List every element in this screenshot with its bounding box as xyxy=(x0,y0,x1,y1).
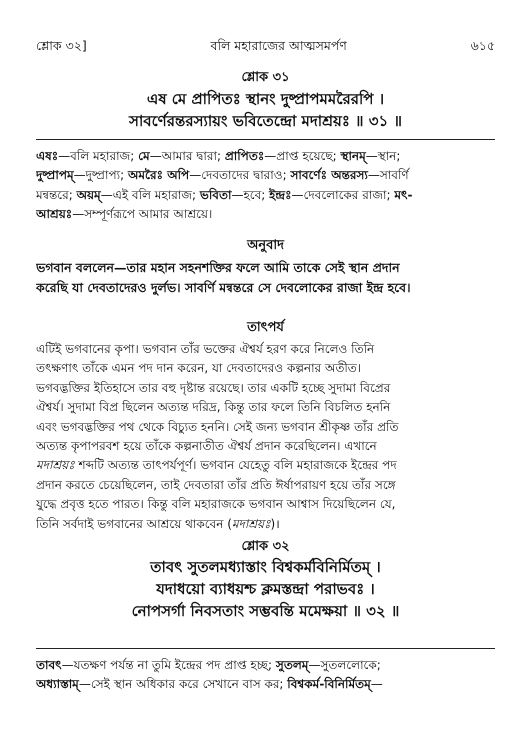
term: সাবর্ণেঃ অন্তরস্য xyxy=(290,168,368,183)
term: বিশ্বকর্ম-বিনির্মিতম্ xyxy=(287,677,371,692)
divider xyxy=(36,139,495,140)
text-line xyxy=(36,656,495,675)
text-segment: —সুতললোকে; xyxy=(308,658,381,672)
text-segment: —স্থান; xyxy=(365,149,401,163)
text-line xyxy=(36,379,495,398)
term: অমরৈঃ অপি xyxy=(127,168,190,183)
text-segment: —এই বলি মহারাজ; xyxy=(100,187,200,202)
verse-32-text xyxy=(36,556,495,622)
text-line xyxy=(36,675,495,694)
verse-32-label: শ্লোক ৩২ xyxy=(241,539,290,554)
text-segment: —হবে; xyxy=(231,187,270,202)
verse-32-line: নোপসর্গা নিবসতাং সম্ভবন্তি মমেক্ষয়া ॥ ৩২ ॥ xyxy=(131,602,400,620)
text-segment: তৎক্ষণাৎ তাঁকে এমন পদ দান করেন, যা দেবতাদেরও কল্পনার অতীত। xyxy=(36,361,362,376)
text-segment: অত্যন্ত কৃপাপরবশ হয়ে তাঁকে কল্পনাতীত ঐশ্বর্য প্রদান করেছিলেন। এখানে xyxy=(36,439,377,454)
text-segment: মন্বন্তরে; xyxy=(36,187,77,202)
text-segment: —দুষ্প্রাপ্য; xyxy=(73,168,128,183)
translation-line: করেছি যা দেবতাদেরও দুর্লভ। সাবর্ণি মন্বন্তরে সে দেবলোকের রাজা ইন্দ্র হবে। xyxy=(36,280,411,295)
verse-31-line: এষ মে প্রাপিতঃ স্থানং দুষ্প্রাপমমরৈরপি । xyxy=(146,90,385,108)
running-header xyxy=(36,38,495,56)
purport-text xyxy=(36,340,495,534)
header-chapter-title: বলি মহারাজের আত্মসমর্পণ xyxy=(210,38,347,53)
verse-31-label: শ্লোক ৩১ xyxy=(241,70,290,85)
text-segment: —দেবলোকের রাজা; xyxy=(291,187,395,202)
purport-title: তাৎপর্য xyxy=(247,320,284,335)
text-segment: এটিই ভগবানের কৃপা। ভগবান তাঁর ভক্তের ঐশ্বর্য হরণ করে নিলেও তিনি xyxy=(36,342,375,356)
term: আশ্রয়ঃ xyxy=(36,207,73,222)
term: তাবৎ xyxy=(36,658,62,672)
text-segment: প্রদান করতে চেয়েছিলেন, তাই দেবতারা তাঁর প্রতি ঈর্ষাপরায়ণ হয়ে তাঁর সঙ্গে xyxy=(36,477,396,492)
text-line xyxy=(36,398,495,417)
text-segment: —বলি মহারাজ; xyxy=(58,149,139,163)
text-segment: — xyxy=(370,677,383,692)
text-segment: তিনি সর্বদাই ভগবানের আশ্রয়ে থাকবেন ( xyxy=(36,516,232,531)
term: এষঃ xyxy=(36,149,59,163)
text-line xyxy=(36,205,495,224)
text-line xyxy=(36,515,495,534)
text-line xyxy=(36,186,495,205)
text-line xyxy=(36,359,495,378)
text-segment: )। xyxy=(270,516,280,531)
term: দুষ্প্রাপম্ xyxy=(36,168,74,183)
term: মে xyxy=(138,149,150,163)
term: অয়ম্ xyxy=(76,187,101,202)
header-verse-reference: শ্লোক ৩২] xyxy=(36,38,87,53)
text-segment: —দেবতাদের দ্বারাও; xyxy=(189,168,291,183)
translation-text xyxy=(36,258,495,298)
term: অধ্যাস্তাম্ xyxy=(36,677,79,692)
text-segment: ঐশ্বর্য। সুদামা বিপ্র ছিলেন অত্যন্ত দরিদ্র, কিন্তু তার ফলে তিনি বিচলিত হননি xyxy=(36,400,391,415)
verse-32-synonyms xyxy=(36,656,495,695)
emphasized-term: মদাশ্রয়ঃ xyxy=(231,516,271,531)
translation-line: ভগবান বললেন—তার মহান সহনশক্তির ফলে আমি তাকে সেই স্থান প্রদান xyxy=(36,260,400,275)
page-number: ৬১৫ xyxy=(470,38,495,53)
term: মৎ- xyxy=(394,187,413,202)
text-segment: এবং ভগবদ্ভক্তির পথ থেকে বিচ্যুত হননি। সেই জন্য ভগবান শ্রীকৃষ্ণ তাঁর প্রতি xyxy=(36,419,399,434)
verse-32-line: যদাধয়ো ব্যাধয়শ্চ ক্লমস্তন্দ্রা পরাভবঃ । xyxy=(156,580,375,598)
verse-31-synonyms xyxy=(36,147,495,225)
term: সুতলম্ xyxy=(275,658,309,672)
text-line xyxy=(36,437,495,456)
text-line xyxy=(36,166,495,185)
text-segment: —সেই স্থান অধিকার করে সেখানে বাস কর; xyxy=(78,677,288,692)
text-line xyxy=(36,476,495,495)
text-segment: শব্দটি অত্যন্ত তাৎপর্যপূর্ণ। ভগবান যেহেতু বলি মহারাজকে ইন্দ্রের পদ xyxy=(74,458,397,473)
term: ইন্দ্রঃ xyxy=(269,187,292,202)
verse-32-line: তাবৎ সুতলমধ্যাস্তাং বিশ্বকর্মবিনির্মিতম্ । xyxy=(150,558,381,576)
term: প্রাপিতঃ xyxy=(224,149,265,163)
text-segment: —যতক্ষণ পর্যন্ত না তুমি ইন্দ্রের পদ প্রাপ্ত হচ্ছ; xyxy=(61,658,276,672)
verse-31-text xyxy=(36,88,495,132)
text-line xyxy=(36,495,495,514)
text-segment: —প্রাপ্ত হয়েছে; xyxy=(264,149,341,163)
term: স্থানম্ xyxy=(340,149,366,163)
divider xyxy=(36,648,495,649)
term: ভবিতা xyxy=(199,187,232,202)
text-line xyxy=(36,418,495,437)
text-segment: ভগবদ্ভক্তির ইতিহাসে তার বহু দৃষ্টান্ত রয়েছে। তার একটি হচ্ছে সুদামা বিপ্রের xyxy=(36,380,391,395)
text-segment: যুদ্ধে প্রবৃত্ত হতে পারত। কিন্তু বলি মহারাজকে ভগবান আশ্বাস দিয়েছিলেন যে, xyxy=(36,497,396,512)
text-segment: —সম্পূর্ণরূপে আমার আশ্রয়ে। xyxy=(72,207,213,222)
text-line xyxy=(36,340,495,359)
emphasized-term: মদাশ্রয়ঃ xyxy=(36,458,75,473)
text-segment: —আমার দ্বারা; xyxy=(149,149,225,163)
text-line xyxy=(36,147,495,166)
text-line xyxy=(36,456,495,475)
verse-31-line: সাবর্ণেরন্তরস্যায়ং ভবিতেন্দ্রো মদাশ্রয়ঃ ॥ ৩১ ॥ xyxy=(129,112,402,130)
text-segment: —সাবর্ণি xyxy=(367,168,409,183)
translation-title: অনুবাদ xyxy=(247,238,284,253)
